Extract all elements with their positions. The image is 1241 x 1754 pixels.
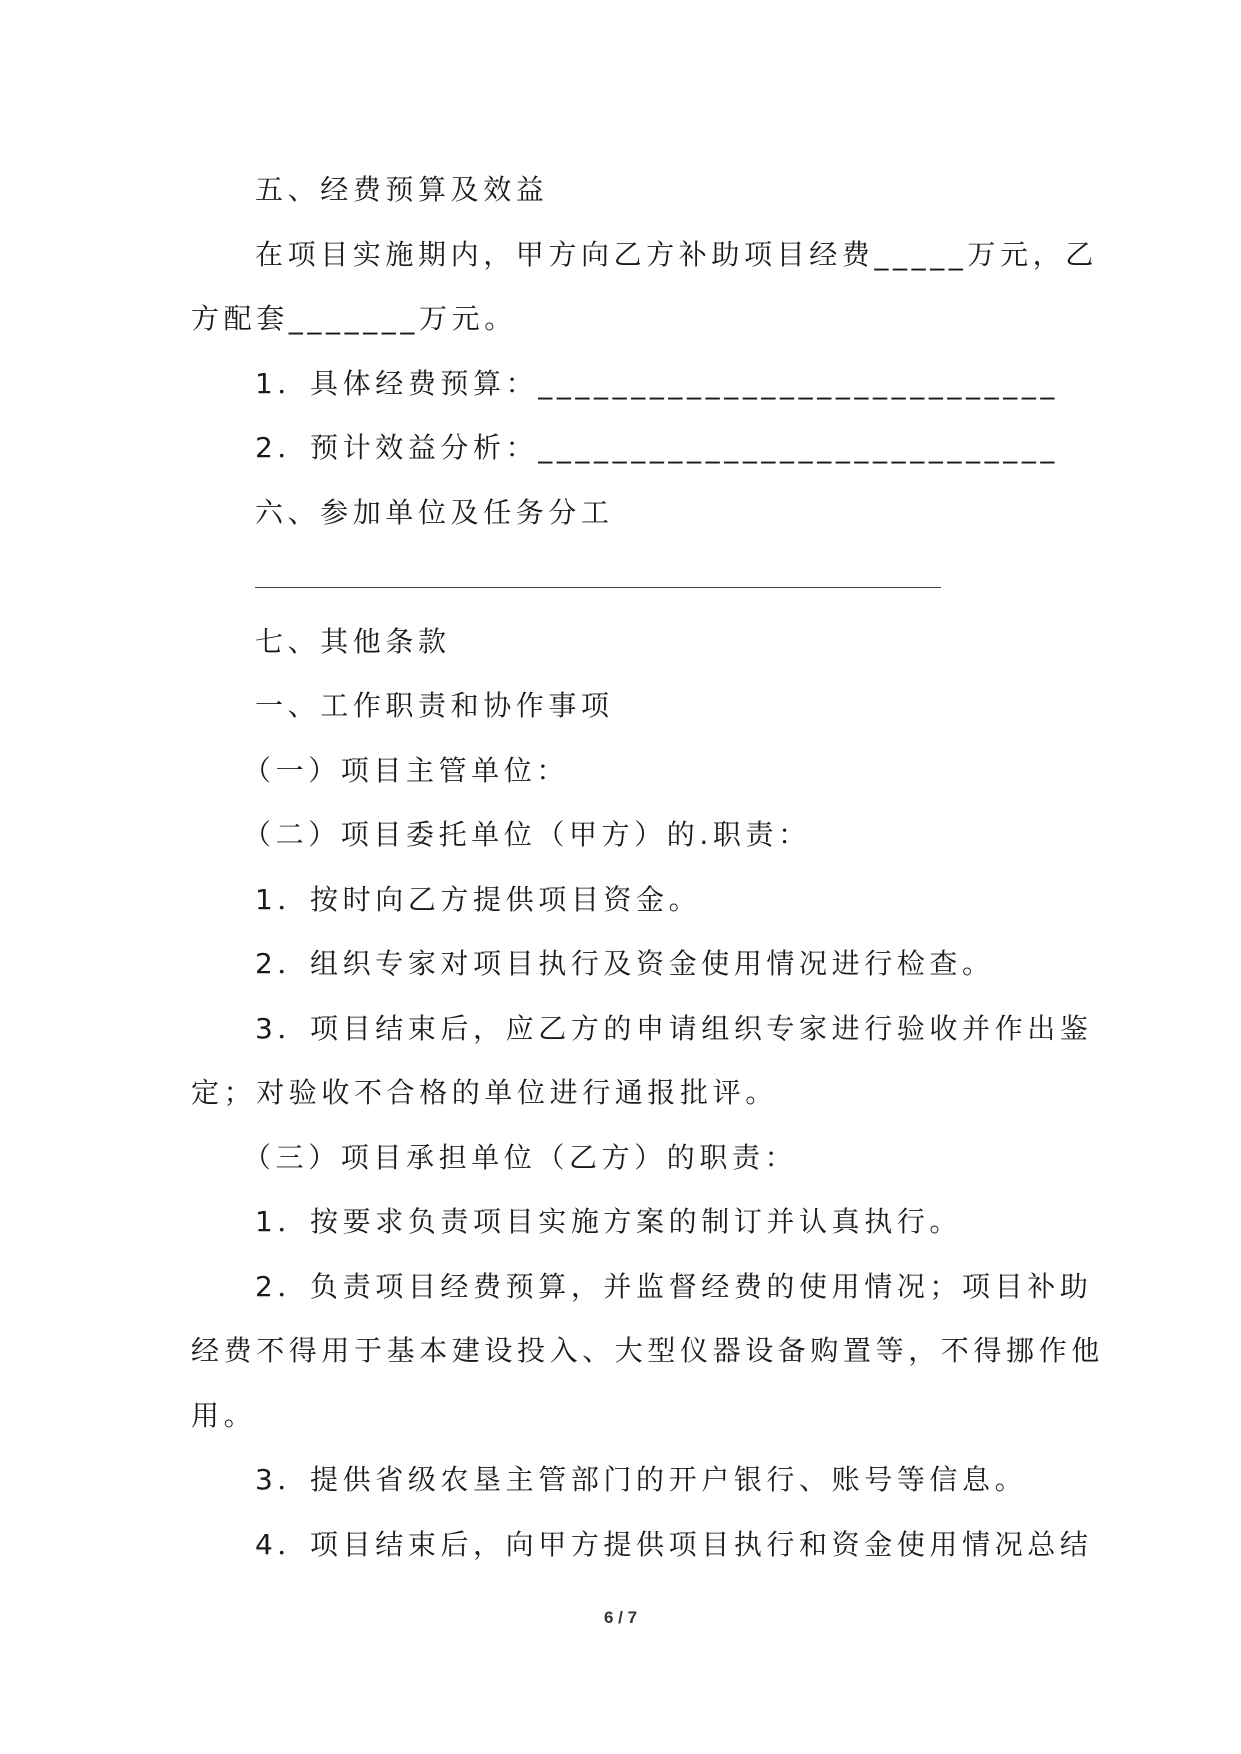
section-heading-participants: 六、参加单位及任务分工: [255, 495, 614, 529]
section-heading-duties: 一、工作职责和协作事项: [255, 689, 614, 722]
paragraph-line: 在项目实施期内，甲方向乙方补助项目经费_____万元，乙: [255, 237, 1098, 271]
list-item: 1．按要求负责项目实施方案的制订并认真执行。: [255, 1205, 963, 1238]
list-item-budget-detail: 1．具体经费预算：____________________________: [255, 366, 1060, 400]
subsection-heading: （一）项目主管单位：: [243, 753, 570, 787]
subsection-heading: （二）项目委托单位（甲方）的.职责：: [243, 818, 811, 851]
list-item: 2．负责项目经费预算，并监督经费的使用情况；项目补助: [255, 1269, 1093, 1303]
list-item-benefit-analysis: 2．预计效益分析：____________________________: [255, 431, 1060, 464]
section-heading-other-terms: 七、其他条款: [255, 624, 451, 658]
list-item: 3．项目结束后，应乙方的申请组织专家进行验收并作出鉴: [255, 1011, 1093, 1045]
paragraph-line: 用。: [191, 1398, 257, 1432]
list-item: 2．组织专家对项目执行及资金使用情况进行检查。: [255, 947, 995, 980]
subsection-heading: （三）项目承担单位（乙方）的职责：: [243, 1140, 798, 1174]
paragraph-line: 定；对验收不合格的单位进行通报批评。: [191, 1076, 778, 1109]
list-item: 3．提供省级农垦主管部门的开户银行、账号等信息。: [255, 1463, 1028, 1496]
blank-fill-line: [191, 545, 1059, 610]
paragraph-line: 经费不得用于基本建设投入、大型仪器设备购置等，不得挪作他: [191, 1334, 1104, 1367]
page-number: 6 / 7: [603, 1608, 638, 1627]
paragraph-line: 方配套_______万元。: [191, 302, 517, 335]
list-item: 4．项目结束后，向甲方提供项目执行和资金使用情况总结: [255, 1527, 1093, 1561]
document-body: [191, 158, 1104, 1577]
list-item: 1．按时向乙方提供项目资金。: [255, 882, 702, 916]
underline-rule: [255, 587, 941, 588]
section-heading-budget: 五、经费预算及效益: [255, 173, 549, 206]
